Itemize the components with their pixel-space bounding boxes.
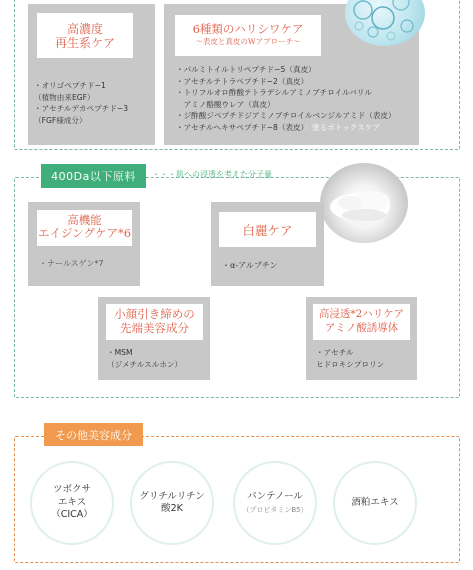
powder-svg bbox=[320, 163, 408, 243]
card-wrinkle-list bbox=[176, 64, 396, 134]
list-item: ・アセチルテトラペプチド−2（真皮） bbox=[176, 76, 309, 86]
card-amino-title bbox=[313, 304, 410, 340]
ingredient-circle-cica bbox=[30, 461, 114, 545]
ingredient-label: グリチルリチン 酸2K bbox=[139, 490, 205, 514]
section3-heading: その他美容成分 bbox=[44, 423, 143, 446]
ingredient-circle-sake-lees bbox=[333, 461, 417, 545]
list-item bbox=[176, 122, 396, 134]
card-amino-item-line1: ・アセチル bbox=[316, 348, 354, 357]
card-amino-item bbox=[316, 347, 384, 370]
list-item-text: ・アセチルヘキサペプチド−8（表皮） bbox=[176, 122, 305, 132]
ingredient-label: パンテノール bbox=[247, 490, 303, 502]
section2-subheading: ・・・肌への浸透を考えた分子量 bbox=[152, 170, 272, 179]
list-item: ・パルミトイルトリペプチド−5（真皮） bbox=[176, 65, 316, 74]
card-regenerative-title-line2: 再生系ケア bbox=[54, 36, 115, 50]
card-regenerative-title-line1: 高濃度 bbox=[66, 22, 103, 36]
list-item: （植物由来EGF） bbox=[34, 92, 95, 102]
card-aging-title bbox=[37, 210, 132, 246]
ingredient-sublabel: （プロビタミンB5） bbox=[242, 506, 308, 515]
card-face-lift-title-line2: 先端美容成分 bbox=[120, 320, 189, 335]
ingredient-circle-glycyrrhizin bbox=[130, 461, 214, 545]
card-whitening-title bbox=[219, 212, 316, 247]
card-aging-title-line2: エイジングケア*6 bbox=[37, 226, 132, 240]
ingredient-label: 酒粕エキス bbox=[351, 496, 399, 508]
card-regenerative-title bbox=[37, 13, 133, 58]
card-face-lift-item-line2: （ジメチルスルホン） bbox=[107, 359, 183, 369]
list-item: ・ジ酢酸ジペプチドジアミノブチロイルベンジルアミド（表皮） bbox=[176, 111, 396, 121]
powder-image bbox=[320, 163, 408, 243]
card-face-lift-title-line1: 小顔引き締めの bbox=[114, 307, 195, 321]
card-face-lift-title bbox=[106, 304, 203, 340]
list-item: ・トリフルオロ酢酸テトラデシルアミノブチロイルバリル bbox=[176, 88, 373, 98]
card-aging-item: ・ナールスゲン*7 bbox=[39, 259, 104, 268]
list-item: アミノ酪酸ウレア（真皮） bbox=[176, 99, 275, 109]
card-aging-title-line1: 高機能 bbox=[67, 213, 102, 227]
ingredient-circle-panthenol bbox=[233, 461, 317, 545]
card-amino-title-line1: 高浸透*2ハリケア bbox=[318, 308, 405, 320]
ingredient-label: ツボクサ エキス （CICA） bbox=[51, 484, 93, 521]
card-amino-item-line2: ヒドロキシプロリン bbox=[316, 359, 385, 369]
card-wrinkle-title bbox=[175, 15, 321, 56]
card-amino-title-line2: アミノ酸誘導体 bbox=[324, 321, 399, 334]
card-whitening-title-text: 白麗ケア bbox=[242, 222, 293, 238]
card-wrinkle-subtitle: 〜表皮と真皮のWアプローチ〜 bbox=[195, 37, 301, 46]
list-item: （FGF様成分） bbox=[34, 115, 87, 125]
list-item: ・オリゴペプチド−1 bbox=[34, 81, 106, 90]
section2-heading: 400Da以下原料 bbox=[41, 164, 146, 188]
botox-note: ：塗るボトックスケア bbox=[304, 122, 381, 132]
card-face-lift-item bbox=[107, 347, 182, 370]
card-regenerative-list bbox=[34, 80, 128, 126]
card-wrinkle-title-main: 6種類のハリシワケア bbox=[192, 22, 304, 36]
card-face-lift-item-line1: ・MSM bbox=[107, 348, 133, 357]
card-whitening-item: ・α-アルブチン bbox=[222, 261, 278, 270]
list-item: ・アセチルデカペプチド−3 bbox=[34, 104, 129, 114]
